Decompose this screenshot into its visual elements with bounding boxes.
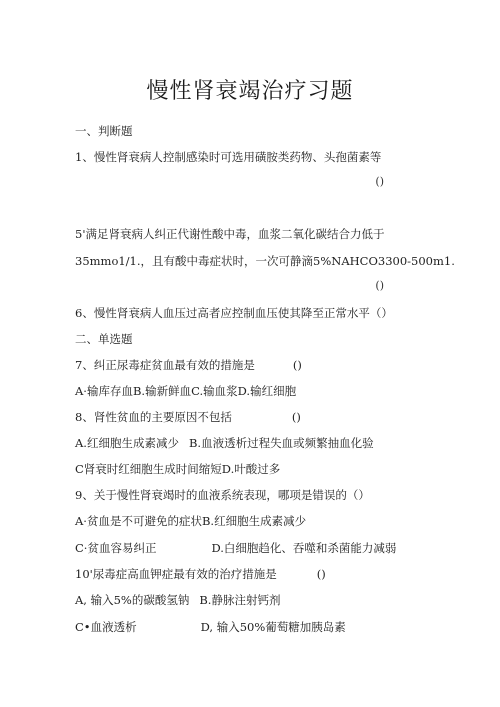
question-7-options: A·输库存血B.输新鲜血C.输血浆D.输红细胞 (75, 384, 297, 398)
question-7 (75, 357, 302, 373)
question-8-option-b: B.血液透析过程失血或频繁抽血化验 (188, 436, 374, 450)
question-8-text: 8、肾性贫血的主要原因不包括 (75, 410, 232, 424)
question-9-options-ab: A·贫血是不可避免的症状B.红细胞生成素减少 (75, 514, 307, 528)
question-1-answer-blank: () (375, 175, 384, 188)
question-10 (75, 566, 326, 582)
section-heading-single-choice: 二、单选题 (75, 332, 133, 346)
question-8-answer-blank: () (291, 410, 301, 424)
page-title: 慢性肾衰竭治疗习题 (146, 79, 354, 104)
question-10-option-b: B.静脉注射钙剂 (199, 593, 281, 607)
question-8-options-ab (75, 435, 374, 451)
question-8 (75, 409, 301, 425)
question-5-line-1: 5'满足肾衰病人纠正代谢性酸中毒，血浆二氧化碳结合力低于 (75, 227, 385, 241)
question-5-answer-blank: () (375, 279, 384, 292)
question-9: 9、关于慢性肾衰竭时的血液系统表现，哪项是错误的（） (75, 488, 370, 502)
question-10-options-ab (75, 592, 280, 608)
question-7-text: 7、纠正尿毒症贫血最有效的措施是 (75, 358, 255, 372)
question-10-text: 10'尿毒症高血钾症最有效的治疗措施是 (75, 567, 277, 581)
question-7-answer-blank: () (292, 358, 302, 372)
question-10-answer-blank: () (316, 567, 326, 581)
question-10-option-d: D, 输入50%葡萄糖加胰岛素 (200, 620, 346, 634)
question-8-options-cd: C肾衰时红细胞生成时间缩短D.叶酸过多 (75, 462, 281, 476)
question-6: 6、慢性肾衰病人血压过高者应控制血压使其降至正常水平（） (75, 306, 393, 320)
section-heading-judgement: 一、判断题 (75, 124, 133, 138)
question-10-option-a: A, 输入5%的碳酸氢钠 (75, 593, 190, 607)
question-9-option-d: D.白细胞趋化、吞噬和杀菌能力减弱 (211, 541, 397, 555)
question-5-line-2: 35mmo1/1.，且有酸中毒症状时，一次可静滴5%NAHCO3300-500m1. (75, 254, 455, 268)
question-8-option-a: A.红细胞生成素减少 (75, 436, 179, 450)
question-10-option-c: C•血液透析 (75, 620, 137, 634)
question-1: 1、慢性肾衰病人控制感染时可选用磺胺类药物、头孢菌素等 (75, 150, 382, 164)
question-9-options-cd (75, 540, 396, 556)
question-10-options-cd (75, 619, 346, 635)
question-9-option-c: C·贫血容易纠正 (75, 541, 157, 555)
